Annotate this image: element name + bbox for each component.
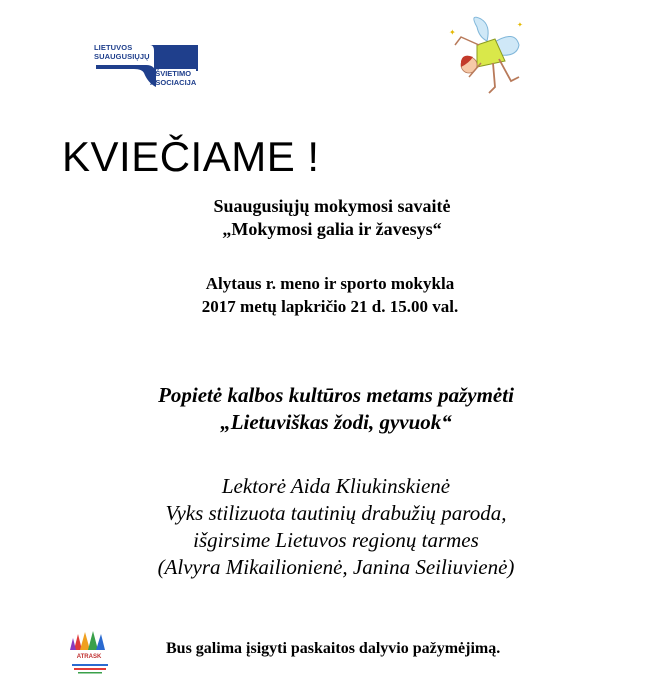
details-block <box>0 473 650 581</box>
details-line-3: išgirsime Lietuvos regionų tarmes <box>193 528 479 552</box>
details-line-2: Vyks stilizuota tautinių drabužių paroda, <box>165 501 507 525</box>
event-line-2: „Mokymosi galia ir žavesys“ <box>222 219 442 239</box>
logo-line: ASOCIACIJA <box>150 77 197 87</box>
details-line-1: Lektorė Aida Kliukinskienė <box>221 474 451 498</box>
location-block <box>0 272 650 318</box>
logo-line: ŠVIETIMO <box>155 69 192 78</box>
fairy-illustration <box>447 15 535 97</box>
program-block <box>0 382 650 436</box>
fairy-icon <box>447 15 535 97</box>
association-logo <box>94 43 198 91</box>
location-line-2: 2017 metų lapkričio 21 d. 15.00 val. <box>201 297 459 316</box>
program-line-1: Popietė kalbos kultūros metams pažymėti <box>158 383 514 407</box>
svg-text:✦: ✦ <box>517 21 523 29</box>
atrask-logo-text: ATRASK <box>76 654 102 660</box>
atrask-logo <box>64 628 114 678</box>
atrask-logo-icon <box>64 628 114 678</box>
logo-text-top <box>94 44 150 61</box>
logo-line: SUAUGUSIŲJŲ <box>94 51 150 61</box>
details-line-4: (Alvyra Mikailionienė, Janina Seiliuvienė) <box>157 555 515 579</box>
logo-text-bottom <box>150 70 196 87</box>
logo-line: LIETUVOS <box>94 43 133 52</box>
page-title: KVIEČIAME ! <box>62 133 320 180</box>
event-line-1: Suaugusiųjų mokymosi savaitė <box>213 196 451 216</box>
footer-note: Bus galima įsigyti paskaitos dalyvio pažymėjimą. <box>166 640 501 657</box>
location-line-1: Alytaus r. meno ir sporto mokykla <box>205 274 455 293</box>
event-block <box>0 195 650 241</box>
program-line-2: „Lietuviškas žodi, gyvuok“ <box>220 410 452 434</box>
svg-text:✦: ✦ <box>449 28 456 37</box>
